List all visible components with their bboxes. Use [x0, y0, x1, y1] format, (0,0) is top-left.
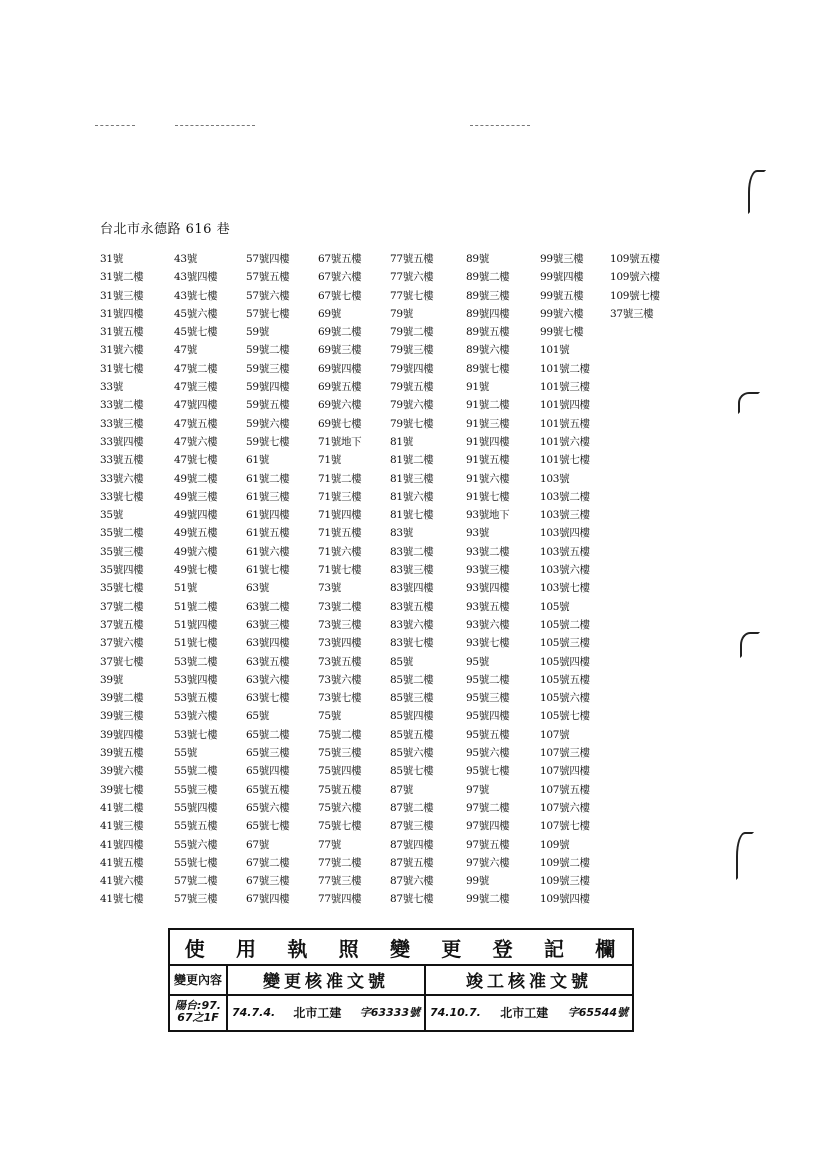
header-change-content: 變更內容: [170, 964, 228, 994]
address-entry: 59號三樓: [246, 362, 290, 375]
address-entry: 101號: [540, 344, 570, 357]
address-column-8: [610, 250, 660, 323]
stamp-title-char: 更: [441, 936, 464, 961]
address-entry: 59號四樓: [246, 381, 290, 394]
address-entry: 67號七樓: [318, 289, 362, 302]
entry-completion-approval: [426, 994, 632, 1030]
address-entry: 77號五樓: [390, 253, 434, 265]
address-entry: 37號五樓: [100, 618, 144, 631]
address-entry: 31號六樓: [100, 344, 144, 357]
address-entry: 69號四樓: [318, 362, 362, 375]
address-entry: 67號五樓: [318, 253, 362, 265]
address-entry: 57號二樓: [174, 875, 218, 888]
binding-hole-mark: [740, 632, 760, 658]
address-entry: 61號四樓: [246, 509, 290, 522]
address-entry: 63號: [246, 582, 269, 595]
address-entry: 33號二樓: [100, 399, 144, 412]
address-entry: 93號: [466, 527, 489, 540]
address-entry: 39號五樓: [100, 747, 144, 760]
address-entry: 47號四樓: [174, 399, 218, 412]
address-entry: 67號六樓: [318, 271, 362, 284]
address-entry: 53號七樓: [174, 728, 218, 741]
address-entry: 53號二樓: [174, 655, 218, 668]
address-entry: 95號七樓: [466, 765, 510, 778]
address-entry: 99號五樓: [540, 289, 584, 302]
address-entry: 95號六樓: [466, 747, 510, 760]
address-entry: 53號五樓: [174, 692, 218, 705]
address-entry: 99號三樓: [540, 253, 584, 265]
address-entry: 51號四樓: [174, 618, 218, 631]
address-entry: 89號二樓: [466, 271, 510, 284]
address-columns: [100, 250, 680, 922]
address-entry: 65號: [246, 710, 269, 723]
address-entry: 81號: [390, 435, 413, 448]
completion-approval-number: 字65544號: [567, 1006, 628, 1019]
header-completion-approval-number: 竣工核准文號: [466, 971, 592, 992]
address-entry: 61號: [246, 454, 269, 467]
address-entry: 49號四樓: [174, 509, 218, 522]
stamp-header-row: [170, 964, 632, 996]
stamp-title-char: 欄: [595, 936, 618, 961]
address-entry: 49號三樓: [174, 490, 218, 503]
address-entry: 89號四樓: [466, 307, 510, 320]
address-entry: 105號七樓: [540, 710, 590, 723]
address-entry: 31號二樓: [100, 271, 144, 284]
address-entry: 105號五樓: [540, 673, 590, 686]
address-entry: 91號七樓: [466, 490, 510, 503]
address-entry: 99號: [466, 875, 489, 888]
address-entry: 91號六樓: [466, 472, 510, 485]
address-entry: 93號三樓: [466, 564, 510, 577]
address-entry: 89號七樓: [466, 362, 510, 375]
stamp-title-char: 變: [389, 936, 412, 961]
stamp-title-char: 用: [235, 936, 258, 961]
address-entry: 75號五樓: [318, 783, 362, 796]
address-entry: 55號: [174, 747, 197, 760]
address-entry: 101號二樓: [540, 362, 590, 375]
address-entry: 69號六樓: [318, 399, 362, 412]
address-column-1: [100, 250, 143, 909]
address-entry: 97號六樓: [466, 856, 510, 869]
address-entry: 73號五樓: [318, 655, 362, 668]
address-entry: 39號二樓: [100, 692, 144, 705]
address-entry: 91號三樓: [466, 417, 510, 430]
binding-hole-mark: [738, 392, 760, 414]
address-entry: 71號七樓: [318, 564, 362, 577]
address-entry: 77號: [318, 838, 341, 851]
address-entry: 85號三樓: [390, 692, 434, 705]
address-entry: 35號四樓: [100, 564, 144, 577]
address-entry: 95號二樓: [466, 673, 510, 686]
address-entry: 103號四樓: [540, 527, 590, 540]
address-entry: 35號三樓: [100, 545, 144, 558]
address-entry: 59號五樓: [246, 399, 290, 412]
address-entry: 103號三樓: [540, 509, 590, 522]
address-entry: 77號七樓: [390, 289, 434, 302]
address-entry: 101號七樓: [540, 454, 590, 467]
address-entry: 87號: [390, 783, 413, 796]
address-entry: 107號五樓: [540, 783, 590, 796]
address-entry: 67號四樓: [246, 893, 290, 906]
stamp-title-char: 執: [287, 936, 310, 961]
address-entry: 75號三樓: [318, 747, 362, 760]
address-entry: 99號七樓: [540, 326, 584, 339]
address-column-3: [246, 250, 289, 909]
address-entry: 61號二樓: [246, 472, 290, 485]
address-entry: 97號四樓: [466, 820, 510, 833]
address-entry: 69號二樓: [318, 326, 362, 339]
address-entry: 81號二樓: [390, 454, 434, 467]
change-approval-date: 74.7.4.: [232, 1005, 276, 1019]
address-entry: 99號二樓: [466, 893, 510, 906]
address-entry: 65號二樓: [246, 728, 290, 741]
stamp-title-char: 照: [338, 936, 361, 961]
address-entry: 67號: [246, 838, 269, 851]
address-entry: 75號四樓: [318, 765, 362, 778]
address-entry: 57號七樓: [246, 307, 290, 320]
address-entry: 49號二樓: [174, 472, 218, 485]
address-entry: 103號六樓: [540, 564, 590, 577]
address-entry: 71號地下: [318, 435, 362, 448]
address-entry: 107號四樓: [540, 765, 590, 778]
address-entry: 35號: [100, 509, 123, 522]
address-entry: 61號三樓: [246, 490, 290, 503]
address-entry: 81號七樓: [390, 509, 434, 522]
stamp-title-char: 記: [543, 936, 566, 961]
address-entry: 79號: [390, 307, 413, 320]
address-entry: 79號三樓: [390, 344, 434, 357]
address-entry: 45號七樓: [174, 326, 218, 339]
address-entry: 101號四樓: [540, 399, 590, 412]
address-entry: 107號三樓: [540, 747, 590, 760]
change-approval-number: 字63333號: [359, 1006, 420, 1019]
address-entry: 49號七樓: [174, 564, 218, 577]
address-entry: 31號七樓: [100, 362, 144, 375]
address-column-7: [540, 250, 590, 909]
address-entry: 31號四樓: [100, 307, 144, 320]
address-entry: 73號七樓: [318, 692, 362, 705]
completion-approval-agency: 北市工建: [500, 1005, 549, 1020]
address-entry: 43號四樓: [174, 271, 218, 284]
address-entry: 55號六樓: [174, 838, 218, 851]
scan-artifact-line: [95, 125, 135, 127]
address-entry: 93號六樓: [466, 618, 510, 631]
address-entry: 31號: [100, 253, 123, 265]
address-entry: 31號三樓: [100, 289, 144, 302]
address-entry: 59號二樓: [246, 344, 290, 357]
stamp-entry-row: [170, 994, 632, 1030]
binding-hole-mark: [748, 170, 766, 214]
address-entry: 51號二樓: [174, 600, 218, 613]
address-entry: 47號: [174, 344, 197, 357]
address-entry: 33號: [100, 381, 123, 394]
address-entry: 35號二樓: [100, 527, 144, 540]
address-entry: 75號二樓: [318, 728, 362, 741]
address-entry: 73號: [318, 582, 341, 595]
address-entry: 79號七樓: [390, 417, 434, 430]
address-entry: 65號四樓: [246, 765, 290, 778]
address-entry: 109號五樓: [610, 253, 660, 265]
address-entry: 83號三樓: [390, 564, 434, 577]
address-entry: 93號四樓: [466, 582, 510, 595]
address-entry: 33號四樓: [100, 435, 144, 448]
address-entry: 89號六樓: [466, 344, 510, 357]
address-entry: 109號: [540, 838, 570, 851]
address-entry: 109號二樓: [540, 856, 590, 869]
entry-change-content: 陽台:97. 67之1F: [170, 994, 228, 1030]
address-entry: 85號四樓: [390, 710, 434, 723]
address-entry: 41號六樓: [100, 875, 144, 888]
address-column-4: [318, 250, 361, 909]
address-entry: 63號四樓: [246, 637, 290, 650]
address-entry: 69號: [318, 307, 341, 320]
address-entry: 31號五樓: [100, 326, 144, 339]
address-entry: 79號六樓: [390, 399, 434, 412]
address-entry: 71號五樓: [318, 527, 362, 540]
completion-approval-date: 74.10.7.: [430, 1005, 481, 1019]
address-entry: 55號七樓: [174, 856, 218, 869]
stamp-title: [170, 930, 632, 966]
address-entry: 47號二樓: [174, 362, 218, 375]
change-approval-agency: 北市工建: [293, 1005, 342, 1020]
address-entry: 87號七樓: [390, 893, 434, 906]
address-entry: 61號七樓: [246, 564, 290, 577]
address-entry: 91號: [466, 381, 489, 394]
license-change-register-stamp: [168, 928, 634, 1032]
address-entry: 91號五樓: [466, 454, 510, 467]
address-entry: 95號: [466, 655, 489, 668]
address-entry: 99號四樓: [540, 271, 584, 284]
address-entry: 37號二樓: [100, 600, 144, 613]
address-entry: 87號六樓: [390, 875, 434, 888]
address-entry: 45號六樓: [174, 307, 218, 320]
address-entry: 39號七樓: [100, 783, 144, 796]
address-entry: 109號七樓: [610, 289, 660, 302]
address-entry: 47號六樓: [174, 435, 218, 448]
address-entry: 83號六樓: [390, 618, 434, 631]
address-entry: 33號三樓: [100, 417, 144, 430]
address-entry: 61號五樓: [246, 527, 290, 540]
address-entry: 97號: [466, 783, 489, 796]
header-change-approval-number: 變更核准文號: [228, 964, 426, 994]
address-entry: 109號四樓: [540, 893, 590, 906]
address-entry: 107號七樓: [540, 820, 590, 833]
binding-hole-mark: [736, 832, 754, 880]
address-entry: 93號七樓: [466, 637, 510, 650]
address-entry: 43號七樓: [174, 289, 218, 302]
address-entry: 105號六樓: [540, 692, 590, 705]
address-entry: 61號六樓: [246, 545, 290, 558]
address-entry: 109號六樓: [610, 271, 660, 284]
address-entry: 79號二樓: [390, 326, 434, 339]
address-entry: 59號: [246, 326, 269, 339]
address-entry: 65號七樓: [246, 820, 290, 833]
address-entry: 73號二樓: [318, 600, 362, 613]
address-entry: 105號三樓: [540, 637, 590, 650]
address-entry: 91號四樓: [466, 435, 510, 448]
scan-artifact-line: [175, 125, 255, 127]
address-entry: 41號二樓: [100, 801, 144, 814]
address-entry: 73號四樓: [318, 637, 362, 650]
address-entry: 99號六樓: [540, 307, 584, 320]
address-entry: 69號三樓: [318, 344, 362, 357]
address-entry: 81號六樓: [390, 490, 434, 503]
address-entry: 101號三樓: [540, 381, 590, 394]
address-entry: 87號五樓: [390, 856, 434, 869]
address-entry: 81號三樓: [390, 472, 434, 485]
address-entry: 101號六樓: [540, 435, 590, 448]
address-entry: 101號五樓: [540, 417, 590, 430]
address-entry: 57號六樓: [246, 289, 290, 302]
address-entry: 57號五樓: [246, 271, 290, 284]
address-entry: 55號四樓: [174, 801, 218, 814]
address-entry: 53號六樓: [174, 710, 218, 723]
address-column-6: [466, 250, 509, 909]
stamp-title-char: 使: [184, 936, 207, 961]
address-entry: 79號四樓: [390, 362, 434, 375]
address-entry: 63號二樓: [246, 600, 290, 613]
address-entry: 71號二樓: [318, 472, 362, 485]
address-entry: 89號: [466, 253, 489, 265]
address-entry: 51號: [174, 582, 197, 595]
address-entry: 41號四樓: [100, 838, 144, 851]
address-entry: 85號六樓: [390, 747, 434, 760]
address-entry: 55號三樓: [174, 783, 218, 796]
stamp-title-char: 登: [492, 936, 515, 961]
address-entry: 69號五樓: [318, 381, 362, 394]
address-entry: 55號五樓: [174, 820, 218, 833]
address-entry: 33號六樓: [100, 472, 144, 485]
address-column-5: [390, 250, 433, 909]
address-entry: 43號: [174, 253, 197, 265]
address-entry: 85號七樓: [390, 765, 434, 778]
address-entry: 85號二樓: [390, 673, 434, 686]
address-entry: 65號六樓: [246, 801, 290, 814]
address-entry: 83號五樓: [390, 600, 434, 613]
address-entry: 75號七樓: [318, 820, 362, 833]
address-entry: 49號六樓: [174, 545, 218, 558]
address-entry: 87號二樓: [390, 801, 434, 814]
scan-artifact-line: [470, 125, 530, 127]
address-entry: 35號七樓: [100, 582, 144, 595]
address-entry: 39號四樓: [100, 728, 144, 741]
address-entry: 63號六樓: [246, 673, 290, 686]
address-entry: 89號三樓: [466, 289, 510, 302]
address-header: 台北市永德路 616 巷: [100, 222, 231, 237]
address-entry: 47號三樓: [174, 381, 218, 394]
address-entry: 41號五樓: [100, 856, 144, 869]
address-entry: 47號五樓: [174, 417, 218, 430]
address-entry: 105號: [540, 600, 570, 613]
address-entry: 97號二樓: [466, 801, 510, 814]
address-entry: 77號六樓: [390, 271, 434, 284]
address-entry: 73號三樓: [318, 618, 362, 631]
address-entry: 87號四樓: [390, 838, 434, 851]
address-entry: 33號五樓: [100, 454, 144, 467]
address-entry: 107號六樓: [540, 801, 590, 814]
address-entry: 63號三樓: [246, 618, 290, 631]
address-entry: 71號: [318, 454, 341, 467]
address-entry: 67號三樓: [246, 875, 290, 888]
address-entry: 73號六樓: [318, 673, 362, 686]
address-entry: 97號五樓: [466, 838, 510, 851]
address-entry: 103號二樓: [540, 490, 590, 503]
address-entry: 55號二樓: [174, 765, 218, 778]
address-entry: 83號: [390, 527, 413, 540]
address-entry: 69號七樓: [318, 417, 362, 430]
address-entry: 41號七樓: [100, 893, 144, 906]
address-entry: 37號三樓: [610, 307, 654, 320]
address-entry: 103號五樓: [540, 545, 590, 558]
address-entry: 39號六樓: [100, 765, 144, 778]
address-entry: 105號四樓: [540, 655, 590, 668]
address-entry: 107號: [540, 728, 570, 741]
address-entry: 59號六樓: [246, 417, 290, 430]
address-entry: 105號二樓: [540, 618, 590, 631]
address-entry: 103號: [540, 472, 570, 485]
address-entry: 67號二樓: [246, 856, 290, 869]
address-entry: 63號五樓: [246, 655, 290, 668]
entry-change-approval: [228, 994, 426, 1030]
address-entry: 57號三樓: [174, 893, 218, 906]
address-entry: 41號三樓: [100, 820, 144, 833]
address-entry: 79號五樓: [390, 381, 434, 394]
address-entry: 51號七樓: [174, 637, 218, 650]
address-entry: 47號七樓: [174, 454, 218, 467]
address-entry: 85號五樓: [390, 728, 434, 741]
address-entry: 77號四樓: [318, 893, 362, 906]
address-entry: 75號六樓: [318, 801, 362, 814]
address-entry: 83號二樓: [390, 545, 434, 558]
address-entry: 91號二樓: [466, 399, 510, 412]
address-column-2: [174, 250, 217, 909]
address-entry: 109號三樓: [540, 875, 590, 888]
address-entry: 39號三樓: [100, 710, 144, 723]
address-entry: 57號四樓: [246, 253, 290, 265]
address-entry: 49號五樓: [174, 527, 218, 540]
address-entry: 89號五樓: [466, 326, 510, 339]
address-entry: 53號四樓: [174, 673, 218, 686]
address-entry: 95號四樓: [466, 710, 510, 723]
address-entry: 93號五樓: [466, 600, 510, 613]
address-entry: 93號二樓: [466, 545, 510, 558]
address-entry: 37號七樓: [100, 655, 144, 668]
address-entry: 95號三樓: [466, 692, 510, 705]
address-entry: 93號地下: [466, 509, 510, 522]
address-entry: 103號七樓: [540, 582, 590, 595]
address-entry: 83號四樓: [390, 582, 434, 595]
address-entry: 71號三樓: [318, 490, 362, 503]
address-entry: 63號七樓: [246, 692, 290, 705]
address-entry: 71號六樓: [318, 545, 362, 558]
address-entry: 65號五樓: [246, 783, 290, 796]
address-entry: 75號: [318, 710, 341, 723]
address-entry: 65號三樓: [246, 747, 290, 760]
address-entry: 71號四樓: [318, 509, 362, 522]
address-entry: 77號三樓: [318, 875, 362, 888]
address-entry: 83號七樓: [390, 637, 434, 650]
address-entry: 87號三樓: [390, 820, 434, 833]
address-entry: 77號二樓: [318, 856, 362, 869]
address-entry: 37號六樓: [100, 637, 144, 650]
address-entry: 33號七樓: [100, 490, 144, 503]
address-entry: 39號: [100, 673, 123, 686]
address-entry: 95號五樓: [466, 728, 510, 741]
address-entry: 85號: [390, 655, 413, 668]
address-entry: 59號七樓: [246, 435, 290, 448]
